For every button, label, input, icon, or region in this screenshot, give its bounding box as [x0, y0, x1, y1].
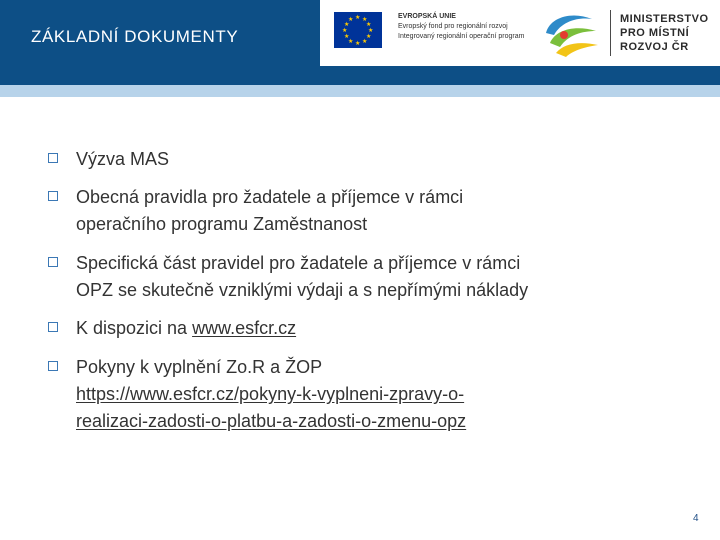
- page-number: 4: [693, 513, 699, 524]
- bullet-list: [48, 146, 688, 435]
- esfcr-link[interactable]: www.esfcr.cz: [192, 318, 297, 338]
- logo-panel: [320, 0, 720, 66]
- eu-flag-icon: ★ ★ ★ ★ ★ ★ ★ ★ ★ ★ ★ ★: [334, 12, 382, 48]
- header-separator: [0, 85, 720, 97]
- checkbox-square-icon: [48, 153, 58, 163]
- eu-logo-text: [398, 12, 548, 42]
- logo-divider: [610, 10, 611, 56]
- bullet-text: Výzva MAS: [76, 149, 170, 169]
- bullet-item-vyzva: [48, 146, 688, 173]
- mmr-text-line: PRO MÍSTNÍ: [620, 27, 690, 39]
- eu-text-line: Evropský fond pro regionální rozvoj: [398, 23, 508, 30]
- bullet-text: operačního programu Zaměstnanost: [76, 214, 368, 234]
- bullet-item-obecna-pravidla: [48, 184, 688, 238]
- bullet-text: Specifická část pravidel pro žadatele a příjemce v rámci: [76, 253, 521, 273]
- checkbox-square-icon: [48, 322, 58, 332]
- bullet-item-k-dispozici: [48, 315, 688, 342]
- bullet-item-specificka-cast: [48, 250, 688, 304]
- pokyny-link[interactable]: https://www.esfcr.cz/pokyny-k-vyplneni-zpravy-o-: [76, 384, 465, 404]
- checkbox-square-icon: [48, 191, 58, 201]
- eu-text-line: Integrovaný regionální operační program: [398, 33, 525, 40]
- mmr-logo-icon: [542, 9, 600, 59]
- bullet-text: Obecná pravidla pro žadatele a příjemce v rámci: [76, 187, 464, 207]
- bullet-item-pokyny: [48, 354, 688, 435]
- bullet-text: Pokyny k vyplnění Zo.R a ŽOP: [76, 357, 323, 377]
- checkbox-square-icon: [48, 257, 58, 267]
- pokyny-link[interactable]: realizaci-zadosti-o-platbu-a-zadosti-o-zmenu-opz: [76, 411, 467, 431]
- bullet-text: OPZ se skutečně vzniklými výdaji a s nepřímými náklady: [76, 280, 529, 300]
- mmr-logo-text: [620, 12, 716, 54]
- checkbox-square-icon: [48, 361, 58, 371]
- mmr-text-line: MINISTERSTVO: [620, 13, 709, 25]
- mmr-text-line: ROZVOJ ČR: [620, 41, 689, 53]
- eu-text-line: EVROPSKÁ UNIE: [398, 13, 456, 20]
- slide-title: ZÁKLADNÍ DOKUMENTY: [31, 27, 239, 46]
- bullet-prefix: K dispozici na: [76, 318, 193, 338]
- bullet-text: [76, 315, 688, 342]
